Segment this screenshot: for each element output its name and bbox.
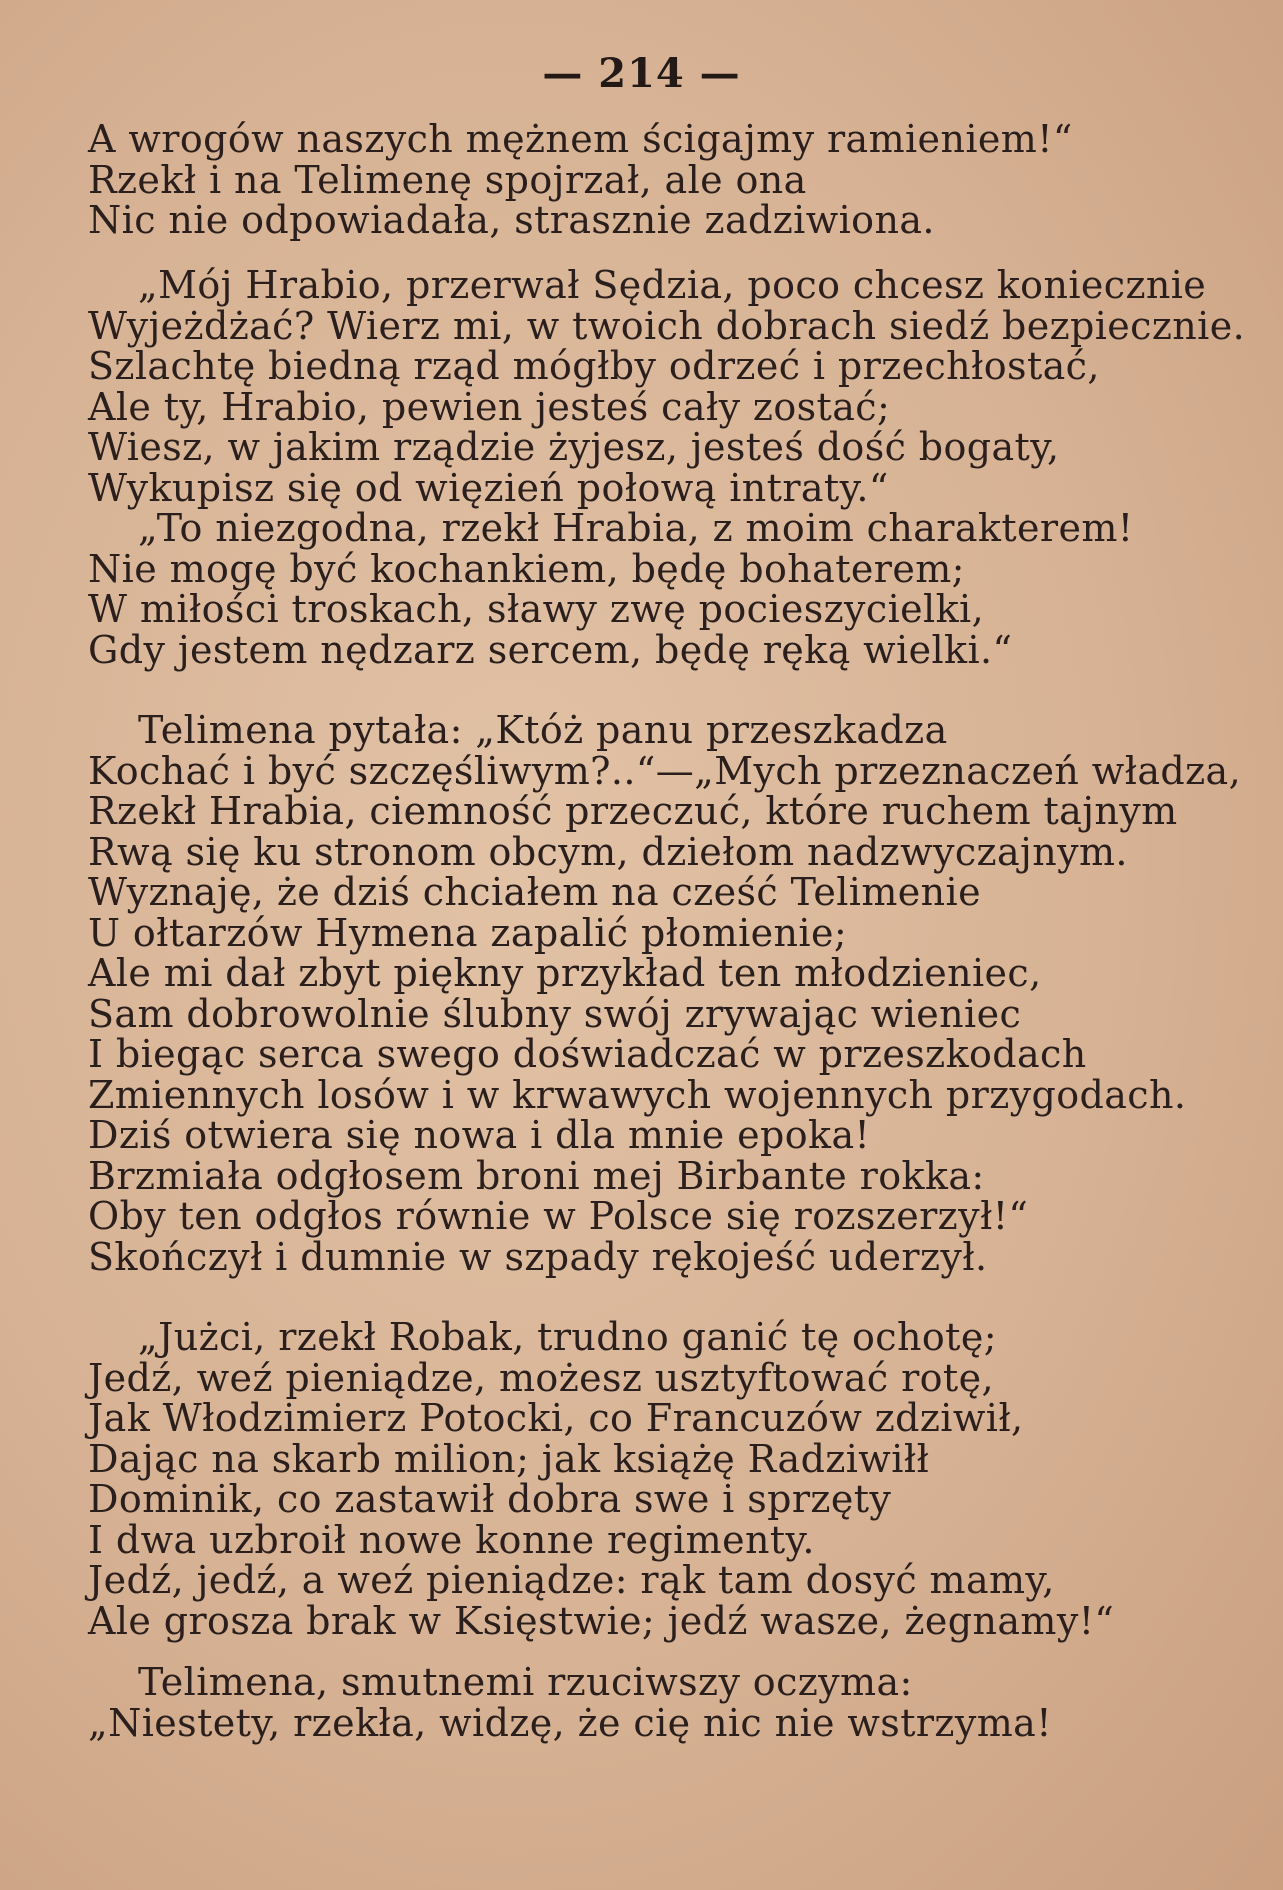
verse-line: Jak Włodzimierz Potocki, co Francuzów zdziwił, bbox=[88, 1396, 1024, 1440]
verse-line: Nic nie odpowiadała, strasznie zadziwiona. bbox=[88, 198, 935, 242]
verse-line: Nie mogę być kochankiem, będę bohaterem; bbox=[88, 546, 965, 591]
verse-line: Gdy jestem nędzarz sercem, będę ręką wielki.“ bbox=[88, 627, 1013, 672]
verse-line: Telimena pytała: „Któż panu przeszkadza bbox=[138, 708, 948, 752]
verse-line: Oby ten odgłos równie w Polsce się rozszerzył!“ bbox=[88, 1194, 1029, 1238]
verse-line: „Jużci, rzekł Robak, trudno ganić tę ochotę; bbox=[138, 1315, 997, 1359]
verse-line: Wiesz, w jakim rządzie żyjesz, jesteś dość bogaty, bbox=[88, 425, 1060, 469]
verse-line: Dziś otwiera się nowa i dla mnie epoka! bbox=[88, 1113, 871, 1157]
verse-line: Telimena, smutnemi rzuciwszy oczyma: bbox=[138, 1660, 913, 1704]
verse-line: Ale grosza brak w Księstwie; jedź wasze, żegnamy!“ bbox=[88, 1598, 1115, 1643]
verse-line: Dając na skarb milion; jak książę Radziwiłł bbox=[88, 1436, 930, 1481]
verse-line: Wyznaję, że dziś chciałem na cześć Telimenie bbox=[88, 870, 981, 914]
verse-line: „Mój Hrabio, przerwał Sędzia, poco chcesz koniecznie bbox=[138, 263, 1207, 307]
verse-line: Rzekł i na Telimenę spojrzał, ale ona bbox=[88, 157, 807, 202]
verse-line: W miłości troskach, sławy zwę pocieszycielki, bbox=[88, 587, 985, 631]
verse-line: Sam dobrowolnie ślubny swój zrywając wieniec bbox=[88, 991, 1022, 1036]
verse-line: Kochać i być szczęśliwym?..“—„Mych przeznaczeń władza, bbox=[88, 748, 1242, 793]
stanza bbox=[88, 119, 1218, 241]
verse-line: Zmiennych losów i w krwawych wojennych przygodach. bbox=[88, 1072, 1187, 1117]
verse-line: Rwą się ku stronom obcym, dziełom nadzwyczajnym. bbox=[88, 829, 1128, 874]
stanza bbox=[88, 1317, 1218, 1641]
verse-line: Jedź, weź pieniądze, możesz usztyftować rotę, bbox=[88, 1355, 994, 1400]
verse-line: Szlachtę biedną rząd mógłby odrzeć i przechłostać, bbox=[88, 344, 1100, 388]
verse-line: „To niezgodna, rzekł Hrabia, z moim charakterem! bbox=[138, 506, 1134, 550]
verse-line: Dominik, co zastawił dobra swe i sprzęty bbox=[88, 1477, 892, 1521]
verse-line: Ale mi dał zbyt piękny przykład ten młodzieniec, bbox=[88, 951, 1042, 995]
stanza bbox=[88, 1662, 1218, 1743]
verse-line: Jedź, jedź, a weź pieniądze: rąk tam dosyć mamy, bbox=[88, 1558, 1055, 1602]
stanza bbox=[88, 708, 1242, 1279]
verse-line: U ołtarzów Hymena zapalić płomienie; bbox=[88, 910, 848, 955]
verse-line: Wykupisz się od więzień połową intraty.“ bbox=[88, 465, 889, 510]
verse-line: Skończył i dumnie w szpady rękojeść uderzył. bbox=[88, 1234, 988, 1279]
verse-line: A wrogów naszych mężnem ścigajmy ramieniem!“ bbox=[88, 117, 1073, 161]
verse-line: Ale ty, Hrabio, pewien jesteś cały zostać; bbox=[88, 384, 891, 429]
stanza bbox=[88, 263, 1246, 672]
verse-line: I dwa uzbroił nowe konne regimenty. bbox=[88, 1517, 815, 1562]
verse-line: Wyjeżdżać? Wierz mi, w twoich dobrach siedź bezpiecznie. bbox=[88, 303, 1246, 348]
verse-line: Brzmiała odgłosem broni mej Birbante rokka: bbox=[88, 1153, 985, 1198]
verse-line: „Niestety, rzekła, widzę, że cię nic nie wstrzyma! bbox=[88, 1700, 1052, 1745]
verse-line: I biegąc serca swego doświadczać w przeszkodach bbox=[88, 1032, 1087, 1076]
page-number: — 214 — bbox=[542, 50, 741, 97]
verse-line: Rzekł Hrabia, ciemność przeczuć, które ruchem tajnym bbox=[88, 789, 1178, 833]
